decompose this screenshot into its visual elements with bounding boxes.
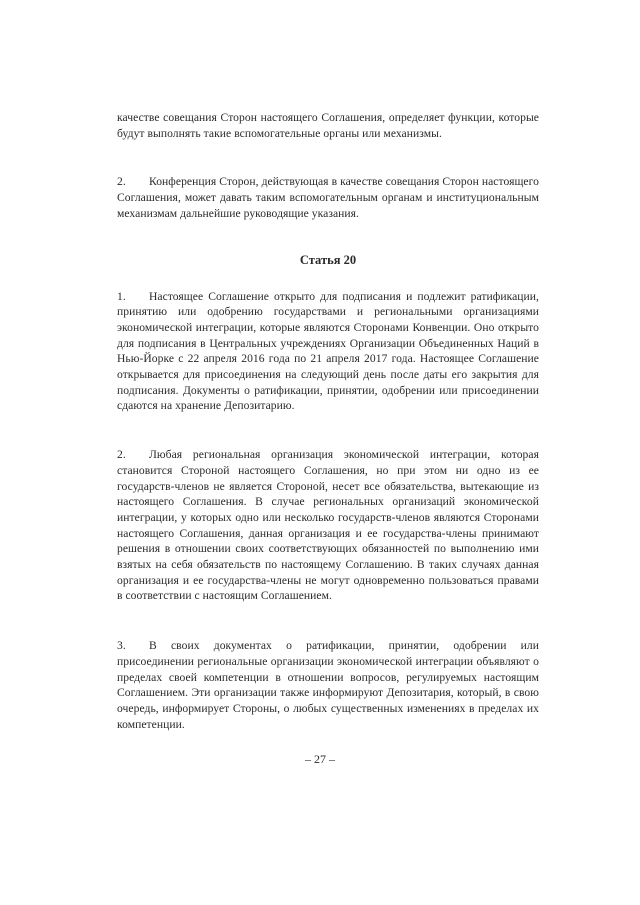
paragraph-number: 2. xyxy=(117,448,126,462)
paragraph-2 xyxy=(117,174,539,221)
article-paragraph-3 xyxy=(117,638,539,732)
article-heading: Статья 20 xyxy=(299,252,357,267)
paragraph-number: 3. xyxy=(117,639,126,653)
article-paragraph-2 xyxy=(117,447,539,604)
paragraph-text: В своих документах о ратификации, принятии, одобрении или присоединении региональные организации экономической интеграции объявляют о пределах своей компетенции в отношении вопросов, регулируемых настоящим Соглашением. Эти организации также информируют Депозитария, который, в свою очередь, информирует Стороны, о любых существенных изменениях в пределах их компетенции. xyxy=(117,639,539,731)
paragraph-number: 1. xyxy=(117,289,126,303)
paragraph-text: Любая региональная организация экономической интеграции, которая становится Стороной настоящего Соглашения, но при этом ни одно из ее государств-членов не является Стороной, несет все обязательства, вытекающие из настоящего Соглашения. В случае региональных организаций экономической интеграции, у которых одно или несколько государств-членов являются Сторонами настоящего Соглашения, данная организация и ее государства-члены принимают решения в отношении своих соответствующих обязанностей по выполнению ими взятых на себя обязательств по настоящему Соглашению. В таких случаях данная организация и ее государства-члены не могут одновременно пользоваться правами в соответствии с настоящим Соглашением. xyxy=(117,448,539,603)
paragraph-text: Настоящее Соглашение открыто для подписания и подлежит ратификации, принятию или одобрению государствами и региональными организациями экономической интеграции, которые являются Сторонами Конвенции. Оно открыто для подписания в Центральных учреждениях Организации Объединенных Наций в Нью-Йорке с 22 апреля 2016 года по 21 апреля 2017 года. Настоящее Соглашение открывается для присоединения на следующий день после даты его закрытия для подписания. Документы о ратификации, принятии, одобрении или присоединении сдаются на хранение Депозитарию. xyxy=(117,289,539,413)
page-number: – 27 – xyxy=(305,752,335,766)
paragraph-number: 2. xyxy=(117,175,126,189)
document-body xyxy=(117,110,539,732)
article-paragraph-1 xyxy=(117,289,539,415)
continuation-paragraph: качестве совещания Сторон настоящего Соглашения, определяет функции, которые будут выполнять такие вспомогательные органы или механизмы. xyxy=(117,111,539,140)
paragraph-text: Конференция Сторон, действующая в качестве совещания Сторон настоящего Соглашения, может давать таким вспомогательным органам и институциональным механизмам дальнейшие руководящие указания. xyxy=(117,175,539,220)
